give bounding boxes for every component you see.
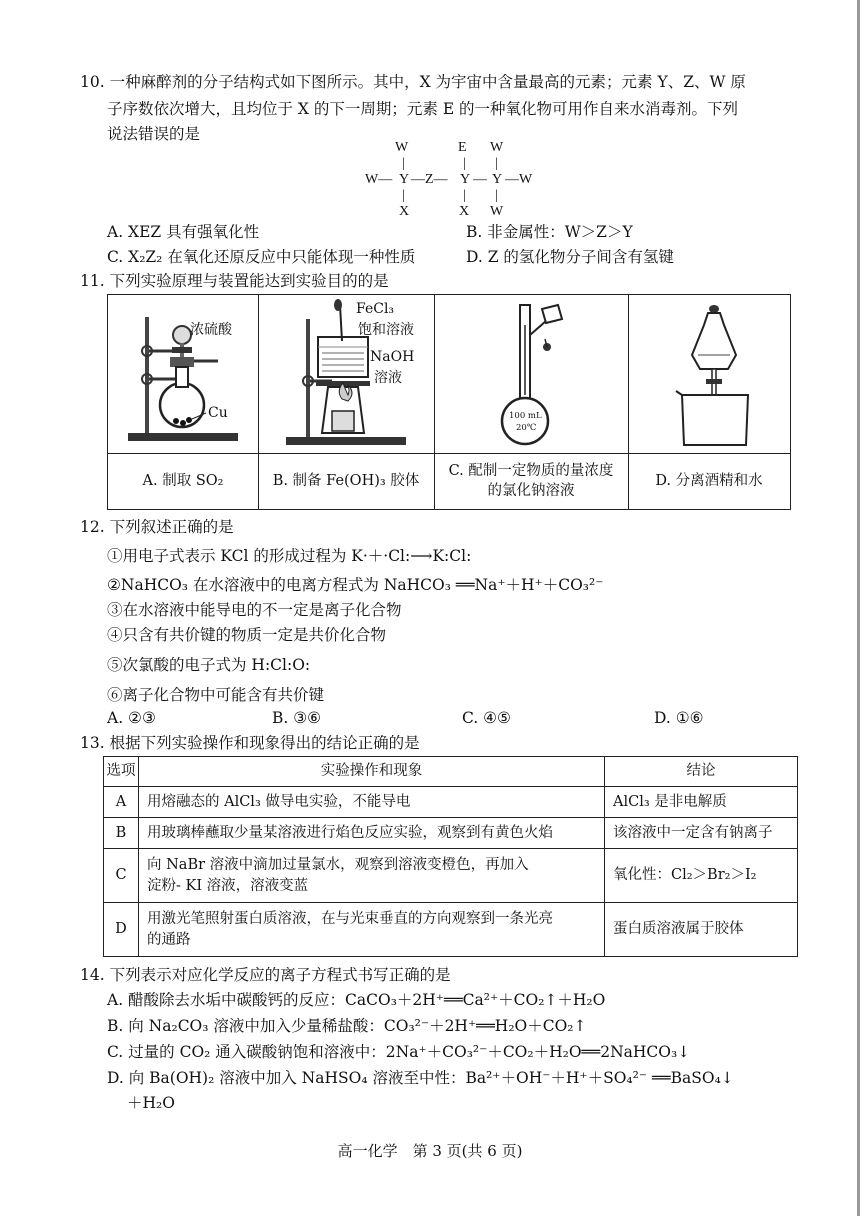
row-conclusion: AlCl₃ 是非电解质: [605, 787, 798, 818]
atom-w-left: W—: [365, 172, 393, 187]
label-solution: 溶液: [374, 370, 402, 386]
q10-stem-line2: 子序数依次增大，且均位于 X 的下一周期；元素 E 的一种氧化物可用作自来水消毒剂。下列: [107, 100, 739, 118]
atom-y: Y: [492, 172, 503, 187]
q14-option-d-cont: ＋H₂O: [127, 1094, 175, 1112]
atom-w: W: [395, 140, 409, 155]
q10-option-a: A. XEZ 具有强氧化性: [107, 223, 260, 241]
page-footer: 高一化学 第 3 页(共 6 页): [337, 1142, 523, 1160]
atom-e: E: [458, 140, 467, 155]
apparatus-d: [628, 295, 790, 509]
q14-stem: 14. 下列表示对应化学反应的离子方程式书写正确的是: [80, 966, 451, 984]
atom-w: W: [490, 140, 504, 155]
operation-text: 用玻璃棒蘸取少量某溶液进行焰色反应实验，观察到有黄色火焰: [147, 824, 553, 841]
atom-w: W: [490, 204, 504, 219]
row-option: C: [104, 849, 139, 903]
row-option: B: [104, 818, 139, 849]
atom-x: X: [459, 204, 470, 219]
operation-text: 用熔融态的 AlCl₃ 做导电实验，不能导电: [147, 793, 411, 810]
table-row: [104, 903, 798, 957]
q11-stem: 11. 下列实验原理与装置能达到实验目的的是: [80, 272, 389, 290]
atom-y: Y: [399, 172, 410, 187]
label-100ml: 100 mL: [509, 411, 542, 421]
row-operation: [139, 787, 605, 818]
bond: |: [495, 156, 498, 171]
bond: |: [402, 156, 405, 171]
row-operation: [139, 849, 605, 903]
table-row: [104, 787, 798, 818]
label-concentrated-sulfuric-acid: 浓硫酸: [190, 322, 232, 338]
q12-item-1: ①用电子式表示 KCl 的形成过程为 K·＋·Cl:⟶K:Cl:: [107, 547, 472, 565]
apparatus-b: [258, 295, 435, 509]
label-20c: 20℃: [516, 423, 537, 433]
table-row: [104, 849, 798, 903]
row-conclusion: 该溶液中一定含有钠离子: [605, 818, 798, 849]
q10-stem-line1: 10. 一种麻醉剂的分子结构式如下图所示。其中，X 为宇宙中含量最高的元素；元素 Y、Z、W 原: [80, 73, 746, 91]
separatory-funnel-image: [628, 295, 790, 454]
label-saturated-solution: 饱和溶液: [358, 322, 414, 338]
q10-option-d: D. Z 的氢化物分子间含有氢键: [466, 248, 674, 266]
row-operation: [139, 903, 605, 957]
q10-stem-line3: 说法错误的是: [107, 125, 201, 143]
caption-a: A. 制取 SO₂: [142, 473, 224, 489]
header-operation: 实验操作和现象: [139, 757, 605, 787]
caption-c: [434, 453, 628, 509]
atom-y: Y: [460, 172, 471, 187]
q14-option-d: D. 向 Ba(OH)₂ 溶液中加入 NaHSO₄ 溶液至中性：Ba²⁺＋OH⁻＋H⁺＋SO₄²⁻ ══BaSO₄↓: [107, 1069, 734, 1087]
q10-option-c: C. X₂Z₂ 在氧化还原反应中只能体现一种性质: [107, 248, 416, 266]
operation-text-line1: 用激光笔照射蛋白质溶液，在与光束垂直的方向观察到一条光亮: [147, 910, 553, 927]
atom-w-right: —W: [505, 172, 533, 187]
header-conclusion: 结论: [605, 757, 798, 787]
q14-option-b: B. 向 Na₂CO₃ 溶液中加入少量稀盐酸：CO₃²⁻＋2H⁺══H₂O＋CO₂↑: [107, 1017, 587, 1035]
q12-option-c: C. ④⑤: [462, 709, 511, 727]
caption-d: D. 分离酒精和水: [655, 473, 763, 489]
q12-item-5: ⑤次氯酸的电子式为 H:Cl:O:: [107, 656, 311, 674]
q12-option-b: B. ③⑥: [272, 709, 322, 727]
bond-dash: —: [473, 172, 487, 187]
apparatus-c: [434, 295, 629, 509]
row-operation: [139, 818, 605, 849]
apparatus-a: [108, 295, 259, 509]
q10-option-b: B. 非金属性：W＞Z＞Y: [466, 223, 633, 241]
q14-option-a: A. 醋酸除去水垢中碳酸钙的反应：CaCO₃＋2H⁺══Ca²⁺＋CO₂↑＋H₂O: [107, 991, 606, 1009]
label-naoh: NaOH: [370, 349, 415, 365]
header-option: 选项: [104, 757, 139, 787]
row-option: A: [104, 787, 139, 818]
ferric-hydroxide-colloid-image: [258, 295, 434, 454]
operation-text-line2: 的通路: [147, 931, 191, 948]
bond: |: [463, 156, 466, 171]
table-row: [104, 818, 798, 849]
molecular-structure-diagram: [355, 140, 555, 222]
bond: |: [463, 188, 466, 203]
atom-x: X: [399, 204, 410, 219]
q12-item-4: ④只含有共价键的物质一定是共价化合物: [107, 626, 387, 644]
q14-option-c: C. 过量的 CO₂ 通入碳酸钠饱和溶液中：2Na⁺＋CO₃²⁻＋CO₂＋H₂O══2NaHCO₃↓: [107, 1043, 691, 1061]
label-copper: Cu: [208, 405, 228, 421]
row-conclusion: 氧化性：Cl₂＞Br₂＞I₂: [605, 849, 798, 903]
bond: |: [402, 188, 405, 203]
volumetric-flask-image: [434, 295, 628, 454]
operation-text-line2: 淀粉- KI 溶液，溶液变蓝: [147, 877, 309, 894]
q13-table: [103, 756, 798, 957]
label-fecl3: FeCl₃: [356, 301, 395, 317]
so2-generator-image: [108, 295, 258, 454]
caption-b: B. 制备 Fe(OH)₃ 胶体: [272, 473, 420, 489]
apparatus-table: [107, 294, 791, 510]
operation-text-line1: 向 NaBr 溶液中滴加过量氯水，观察到溶液变橙色，再加入: [147, 856, 529, 873]
q12-stem: 12. 下列叙述正确的是: [80, 518, 234, 536]
q12-option-a: A. ②③: [107, 709, 156, 727]
row-conclusion: 蛋白质溶液属于胶体: [605, 903, 798, 957]
row-option: D: [104, 903, 139, 957]
caption-c-line1: C. 配制一定物质的量浓度: [448, 463, 614, 479]
caption-c-line2: 的氯化钠溶液: [487, 483, 575, 499]
atom-z: —Z—: [411, 172, 448, 187]
q13-stem: 13. 根据下列实验操作和现象得出的结论正确的是: [80, 734, 420, 752]
q12-item-2: ②NaHCO₃ 在水溶液中的电离方程式为 NaHCO₃ ══Na⁺＋H⁺＋CO₃²⁻: [107, 576, 604, 594]
table-header-row: [104, 757, 798, 787]
q12-option-d: D. ①⑥: [654, 709, 704, 727]
q12-item-6: ⑥离子化合物中可能含有共价键: [107, 686, 325, 704]
bond: |: [495, 188, 498, 203]
q12-item-3: ③在水溶液中能导电的不一定是离子化合物: [107, 601, 402, 619]
